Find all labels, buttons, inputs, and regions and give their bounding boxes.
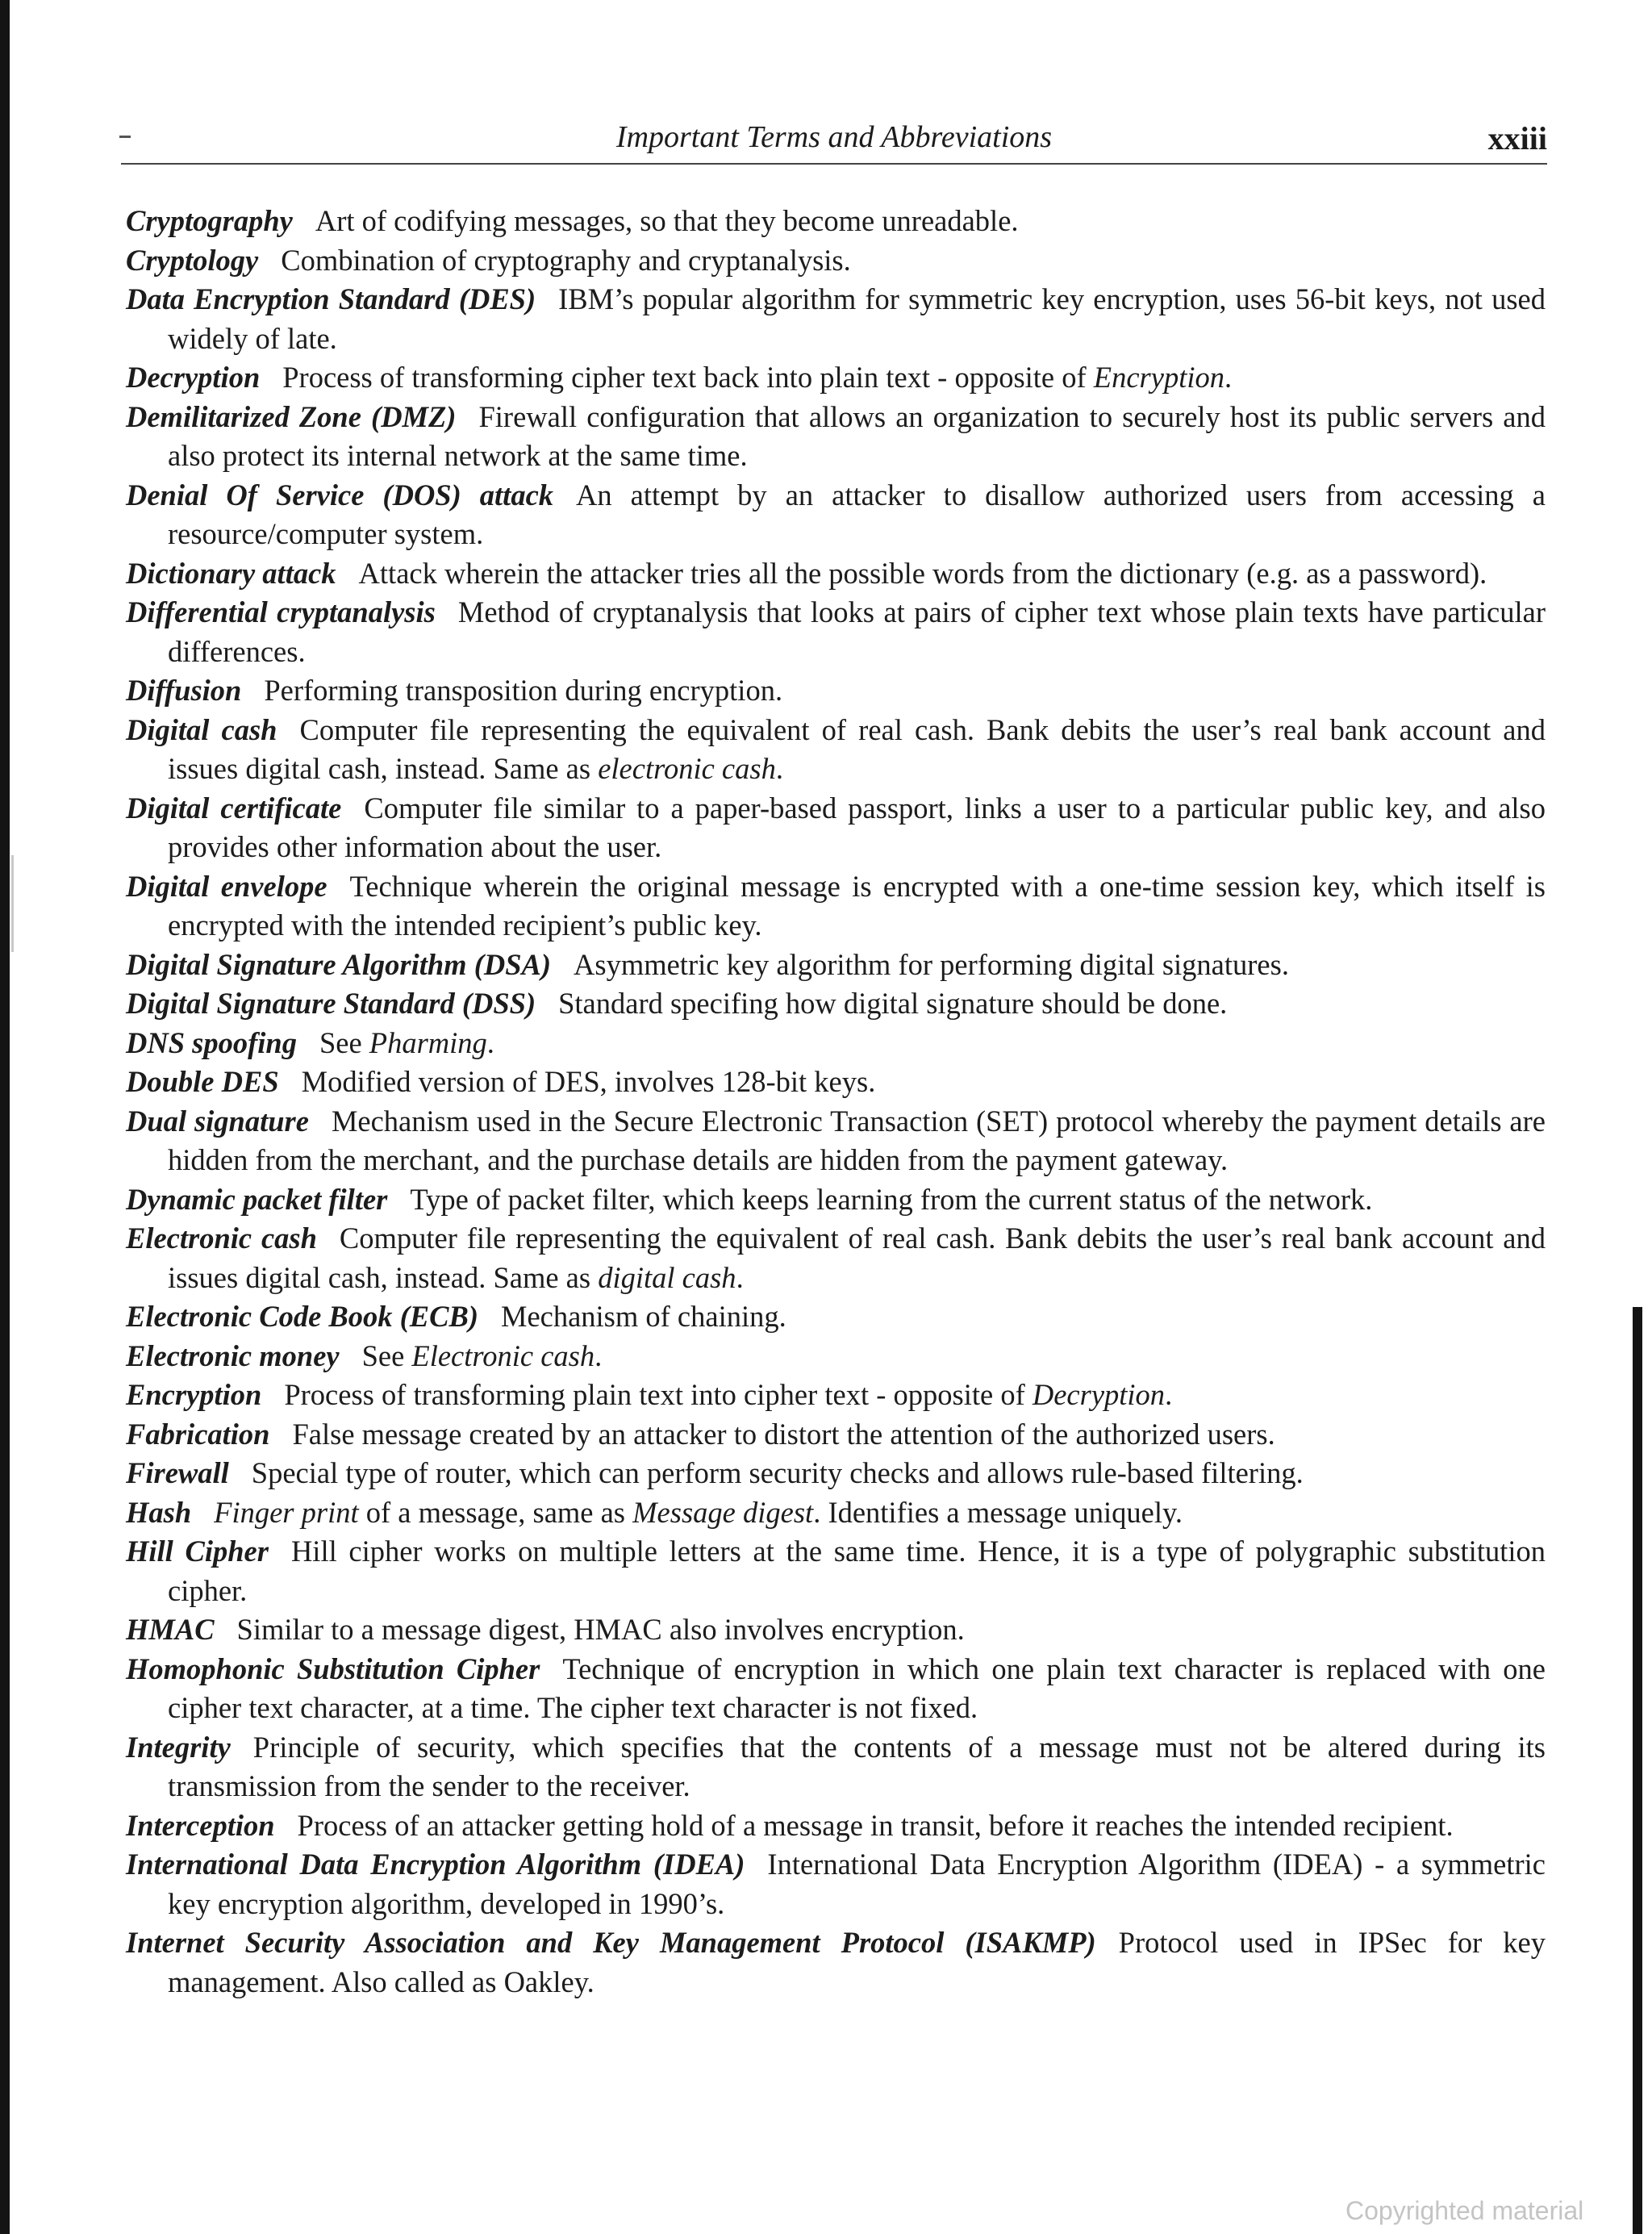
glossary-entry: [126, 1845, 1546, 1923]
glossary-term: Denial Of Service (DOS) attack: [126, 478, 554, 512]
glossary-term: Double DES: [126, 1065, 279, 1098]
glossary-term: Fabrication: [126, 1417, 270, 1451]
copyright-watermark: Copyrighted material: [1345, 2196, 1584, 2225]
glossary-term: Digital certificate: [126, 791, 342, 825]
glossary-definition: Protocol used in IPSec for key management. Also called as Oakley.: [168, 1926, 1546, 1998]
glossary-cross-reference: Encryption: [1093, 361, 1224, 394]
glossary-definition: Principle of security, which specifies that the contents of a message must not be altered during its transmission from the sender to the receiver.: [168, 1730, 1546, 1802]
glossary-definition-tail: .: [594, 1338, 603, 1372]
glossary-entry: [126, 671, 1546, 711]
glossary-term: Firewall: [126, 1456, 229, 1489]
glossary-entry: [126, 1610, 1546, 1650]
glossary-definition: See: [319, 1025, 369, 1059]
scan-right-edge: [1633, 1307, 1642, 2234]
glossary-entry: [126, 1650, 1546, 1728]
glossary-cross-reference: electronic cash: [598, 752, 776, 785]
glossary-entry: [126, 280, 1546, 358]
glossary-term: Decryption: [126, 361, 261, 394]
glossary-term: Digital Signature Standard (DSS): [126, 987, 536, 1020]
glossary-definition: False message created by an attacker to distort the attention of the authorized users.: [292, 1417, 1275, 1451]
glossary-term: Differential cryptanalysis: [126, 595, 436, 628]
glossary-definition: Technique wherein the original message is encrypted with a one-time session key, which itself is encrypted with the intended recipient’s public key.: [168, 869, 1546, 942]
glossary-definition-tail: .: [1224, 361, 1233, 394]
glossary-entry: [126, 1180, 1546, 1220]
glossary-italic-lead: Finger print: [214, 1495, 359, 1529]
glossary-entry: [126, 1376, 1546, 1415]
glossary-term: Diffusion: [126, 674, 242, 707]
glossary-entry: [126, 946, 1546, 985]
glossary-definition: Process of transforming plain text into cipher text - opposite of: [284, 1378, 1032, 1411]
scan-left-edge: [0, 0, 10, 2234]
glossary-term: Hash: [126, 1495, 192, 1529]
glossary-entry: [126, 593, 1546, 671]
glossary-term: Integrity: [126, 1730, 231, 1764]
glossary-definition: Art of codifying messages, so that they become unreadable.: [315, 204, 1019, 237]
glossary-term: Electronic cash: [126, 1221, 317, 1255]
glossary-cross-reference: Decryption: [1032, 1378, 1166, 1411]
glossary-definition: Process of transforming cipher text back into plain text - opposite of: [282, 361, 1094, 394]
glossary-entry: [126, 789, 1546, 867]
glossary-term: Electronic money: [126, 1338, 340, 1372]
glossary-definition: See: [361, 1338, 412, 1372]
glossary-term: Digital Signature Algorithm (DSA): [126, 947, 552, 981]
glossary-entry: [126, 1219, 1546, 1297]
glossary-definition-tail: .: [486, 1025, 494, 1059]
glossary-entry: [126, 1532, 1546, 1610]
glossary-entry: [126, 1102, 1546, 1180]
glossary-term: Cryptography: [126, 204, 293, 237]
glossary-entry: [126, 1728, 1546, 1806]
glossary-term: Digital envelope: [126, 869, 327, 903]
glossary-entry: [126, 1415, 1546, 1455]
header-rule: [121, 163, 1547, 165]
glossary-definition: Type of packet filter, which keeps learning from the current status of the network.: [410, 1182, 1373, 1216]
glossary-term: Interception: [126, 1808, 275, 1842]
glossary-definition: Method of cryptanalysis that looks at pairs of cipher text whose plain texts have particular differences.: [168, 595, 1546, 668]
glossary-list: [126, 202, 1546, 2002]
glossary-definition: Process of an attacker getting hold of a message in transit, before it reaches the intended recipient.: [297, 1808, 1454, 1842]
glossary-entry: [126, 1024, 1546, 1063]
glossary-entry: [126, 358, 1546, 398]
glossary-definition: International Data Encryption Algorithm (IDEA) - a symmetric key encryption algorithm, developed in 1990’s.: [168, 1848, 1546, 1920]
glossary-definition-tail: .: [1165, 1378, 1173, 1411]
glossary-definition: Mechanism used in the Secure Electronic Transaction (SET) protocol whereby the payment details are hidden from the merchant, and the purchase details are hidden from the payment gateway.: [168, 1104, 1546, 1176]
glossary-definition: Performing transposition during encryption.: [264, 674, 783, 707]
glossary-term: Cryptology: [126, 243, 259, 277]
glossary-term: International Data Encryption Algorithm (IDEA): [126, 1848, 745, 1881]
page-number: xxiii: [1487, 120, 1547, 157]
glossary-definition: Combination of cryptography and cryptanalysis.: [281, 243, 851, 277]
glossary-term: Internet Security Association and Key Management Protocol (ISAKMP): [126, 1926, 1096, 1959]
glossary-definition: Attack wherein the attacker tries all the possible words from the dictionary (e.g. as a password).: [358, 556, 1487, 590]
glossary-definition: Special type of router, which can perform security checks and allows rule-based filtering.: [251, 1456, 1304, 1489]
glossary-entry: [126, 984, 1546, 1024]
glossary-definition: Mechanism of chaining.: [500, 1300, 786, 1333]
glossary-definition: Modified version of DES, involves 128-bit keys.: [301, 1065, 876, 1098]
glossary-term: Encryption: [126, 1378, 262, 1411]
glossary-definition: Similar to a message digest, HMAC also involves encryption.: [236, 1613, 965, 1646]
glossary-term: Electronic Code Book (ECB): [126, 1300, 478, 1333]
glossary-definition: of a message, same as: [358, 1495, 633, 1529]
glossary-definition: Asymmetric key algorithm for performing digital signatures.: [574, 947, 1289, 981]
glossary-definition: Computer file representing the equivalent of real cash. Bank debits the user’s real bank account and issues digital cash, instead. Same as: [168, 1221, 1546, 1294]
glossary-entry: [126, 1493, 1546, 1533]
glossary-entry: [126, 1454, 1546, 1493]
glossary-entry: [126, 398, 1546, 476]
glossary-entry: [126, 1063, 1546, 1102]
glossary-entry: [126, 1806, 1546, 1846]
glossary-term: Hill Cipher: [126, 1535, 269, 1568]
glossary-definition: An attempt by an attacker to disallow authorized users from accessing a resource/computer system.: [168, 478, 1546, 550]
glossary-term: Demilitarized Zone (DMZ): [126, 399, 457, 433]
glossary-cross-reference: Message digest: [632, 1495, 814, 1529]
glossary-term: Digital cash: [126, 712, 277, 746]
glossary-term: Homophonic Substitution Cipher: [126, 1651, 540, 1685]
glossary-definition: Standard specifing how digital signature should be done.: [558, 987, 1228, 1020]
glossary-term: DNS spoofing: [126, 1025, 297, 1059]
glossary-cross-reference: digital cash: [598, 1260, 736, 1294]
glossary-term: HMAC: [126, 1613, 215, 1646]
glossary-entry: [126, 1297, 1546, 1337]
running-title: Important Terms and Abbreviations: [615, 120, 1053, 154]
glossary-definition: IBM’s popular algorithm for symmetric key encryption, uses 56-bit keys, not used widely of late.: [168, 282, 1546, 355]
glossary-entry: [126, 202, 1546, 241]
running-head: [121, 119, 1547, 160]
glossary-entry: [126, 241, 1546, 281]
glossary-entry: [126, 711, 1546, 789]
glossary-cross-reference: Electronic cash: [411, 1338, 595, 1372]
glossary-term: Dynamic packet filter: [126, 1182, 388, 1216]
glossary-definition: Hill cipher works on multiple letters at the same time. Hence, it is a type of polygraphic substitution cipher.: [168, 1535, 1546, 1607]
glossary-term: Data Encryption Standard (DES): [126, 282, 536, 315]
glossary-definition: Computer file similar to a paper-based passport, links a user to a particular public key, and also provides other information about the user.: [168, 791, 1546, 863]
glossary-entry: [126, 554, 1546, 594]
glossary-entry: [126, 1337, 1546, 1376]
glossary-term: Dual signature: [126, 1104, 309, 1138]
glossary-definition: Technique of encryption in which one plain text character is replaced with one cipher text character, at a time. The cipher text character is not fixed.: [168, 1651, 1546, 1724]
glossary-entry: [126, 476, 1546, 554]
glossary-definition-tail: . Identifies a message uniquely.: [813, 1495, 1183, 1529]
scan-mark: [11, 855, 14, 952]
glossary-entry: [126, 1923, 1546, 2002]
glossary-definition-tail: .: [736, 1260, 744, 1294]
glossary-definition: Firewall configuration that allows an organization to securely host its public servers and also protect its internal network at the same time.: [168, 399, 1546, 472]
glossary-definition-tail: .: [775, 752, 783, 785]
glossary-entry: [126, 867, 1546, 946]
glossary-cross-reference: Pharming: [369, 1025, 487, 1059]
glossary-definition: Computer file representing the equivalent of real cash. Bank debits the user’s real bank account and issues digital cash, instead. Same as: [168, 712, 1546, 785]
glossary-term: Dictionary attack: [126, 556, 336, 590]
